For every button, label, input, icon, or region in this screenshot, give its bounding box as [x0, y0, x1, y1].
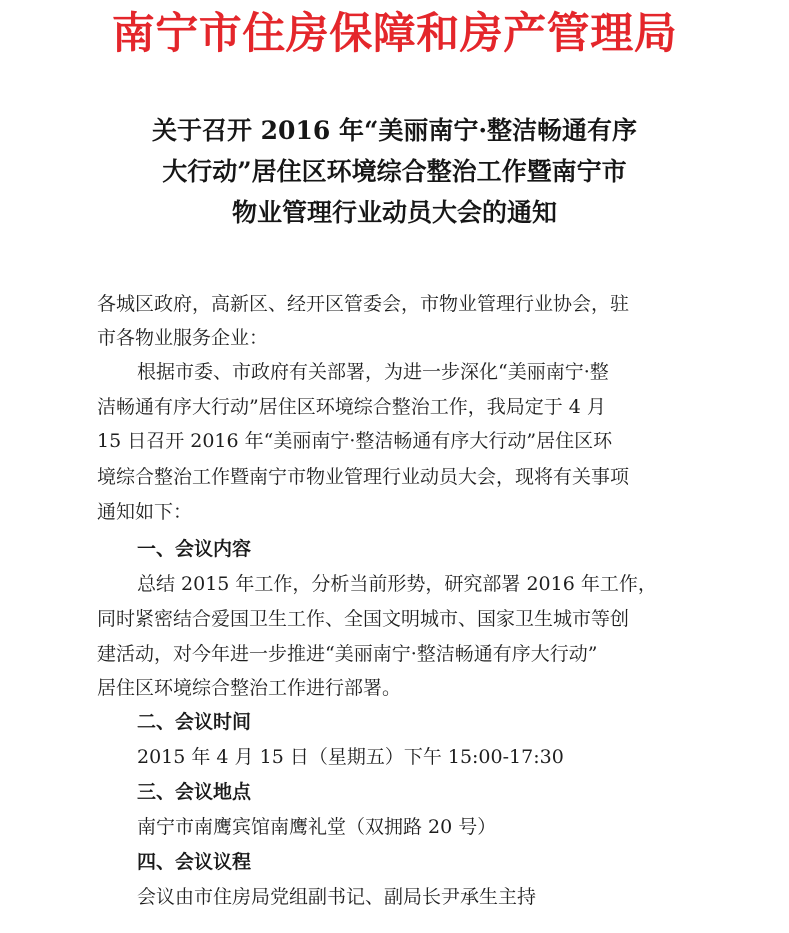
section-heading: 四、会议议程 [137, 851, 252, 873]
section-heading: 一、会议内容 [137, 538, 252, 560]
section-body-line: 建活动，对今年进一步推进“美丽南宁·整洁畅通有序大行动” [97, 643, 598, 665]
issuing-authority-header: 南宁市住房保障和房产管理局 [111, 9, 678, 59]
section-body-line: 南宁市南鹰宾馆南鹰礼堂（双拥路 20 号） [137, 816, 497, 838]
body-paragraph-line: 洁畅通有序大行动”居住区环境综合整治工作，我局定于 4 月 [97, 396, 606, 418]
notice-title-line: 物业管理行业动员大会的通知 [231, 198, 557, 227]
section-body-line: 2015 年 4 月 15 日（星期五）下午 15:00-17:30 [137, 746, 564, 768]
section-body-line: 同时紧密结合爱国卫生工作、全国文明城市、国家卫生城市等创 [97, 608, 630, 630]
body-paragraph-line: 境综合整治工作暨南宁市物业管理行业动员大会，现将有关事项 [97, 466, 630, 488]
section-heading: 二、会议时间 [137, 711, 252, 733]
section-body-line: 会议由市住房局党组副书记、副局长尹承生主持 [137, 886, 537, 908]
notice-title-line: 关于召开 2016 年“美丽南宁·整洁畅通有序 [151, 116, 638, 145]
addressee-line: 各城区政府，高新区、经开区管委会，市物业管理行业协会，驻 [97, 293, 630, 315]
notice-title-line: 大行动”居住区环境综合整治工作暨南宁市 [162, 157, 627, 186]
addressee-line: 市各物业服务企业： [97, 327, 269, 349]
body-paragraph-line: 通知如下： [97, 501, 193, 523]
section-heading: 三、会议地点 [137, 781, 252, 803]
section-body-line: 居住区环境综合整治工作进行部署。 [97, 677, 402, 699]
body-paragraph-line: 15 日召开 2016 年“美丽南宁·整洁畅通有序大行动”居住区环 [97, 430, 613, 452]
notice-title [0, 110, 789, 233]
section-body-line: 总结 2015 年工作，分析当前形势，研究部署 2016 年工作， [137, 573, 657, 595]
body-paragraph-line: 根据市委、市政府有关部署，为进一步深化“美丽南宁·整 [137, 361, 609, 383]
